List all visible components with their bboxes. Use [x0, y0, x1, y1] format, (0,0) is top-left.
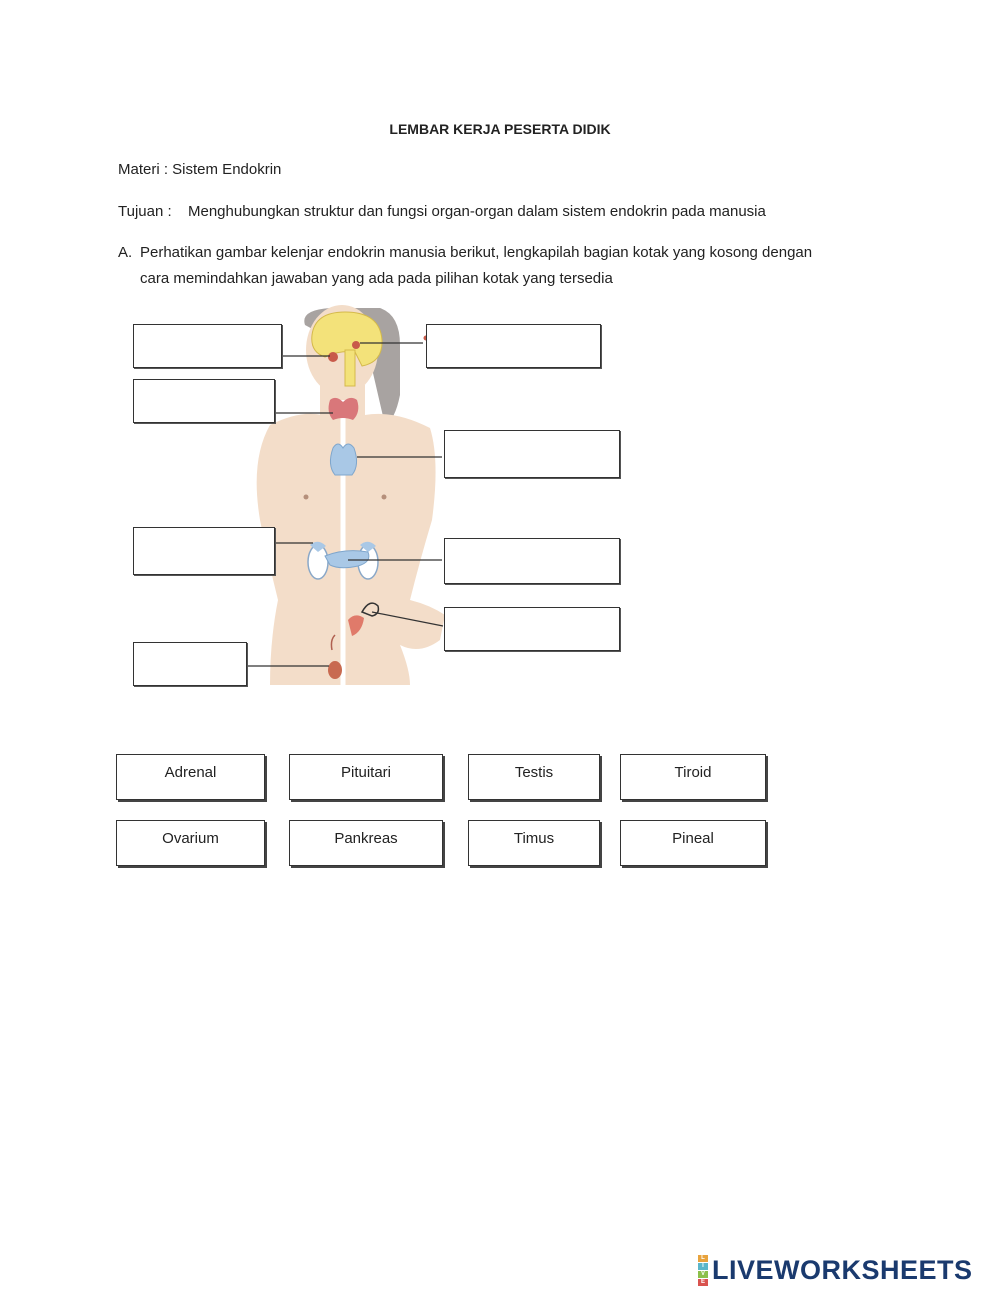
answer-box-ovary[interactable] — [444, 607, 620, 651]
answer-box-pineal[interactable] — [426, 324, 601, 368]
choice-tiroid[interactable]: Tiroid — [620, 754, 766, 800]
choice-ovarium[interactable]: Ovarium — [116, 820, 265, 866]
instruction-text-1: Perhatikan gambar kelenjar endokrin manusia berikut, lengkapilah bagian kotak yang kosong dengan — [140, 244, 813, 261]
gland-drawings — [308, 312, 429, 679]
tujuan-line — [118, 203, 766, 220]
materi-line: Materi : Sistem Endokrin — [118, 161, 282, 178]
instruction-line-1 — [118, 244, 812, 261]
instruction-marker: A. — [118, 244, 133, 261]
answer-box-thymus[interactable] — [444, 430, 620, 478]
choice-adrenal[interactable]: Adrenal — [116, 754, 265, 800]
tujuan-label: Tujuan : — [118, 203, 172, 220]
page-title: LEMBAR KERJA PESERTA DIDIK — [389, 121, 611, 137]
pointer-lines — [246, 343, 443, 666]
body-silhouette — [257, 305, 445, 685]
choice-timus[interactable]: Timus — [468, 820, 600, 866]
answer-box-pancreas[interactable] — [444, 538, 620, 584]
answer-box-thyroid[interactable] — [133, 379, 275, 423]
choice-pineal[interactable]: Pineal — [620, 820, 766, 866]
answer-box-testis[interactable] — [133, 642, 247, 686]
choice-testis[interactable]: Testis — [468, 754, 600, 800]
tujuan-text: Menghubungkan struktur dan fungsi organ-organ dalam sistem endokrin pada manusia — [188, 203, 766, 220]
logo-text: LIVEWORKSHEETS — [712, 1254, 973, 1285]
answer-box-pituitary[interactable] — [133, 324, 282, 368]
instruction-line-2: cara memindahkan jawaban yang ada pada pilihan kotak yang tersedia — [140, 270, 613, 287]
choice-pankreas[interactable]: Pankreas — [289, 820, 443, 866]
answer-box-adrenal[interactable] — [133, 527, 275, 575]
liveworksheets-logo — [698, 1256, 973, 1284]
choice-pituitari[interactable]: Pituitari — [289, 754, 443, 800]
logo-mark-icon: L I V E — [698, 1255, 708, 1286]
